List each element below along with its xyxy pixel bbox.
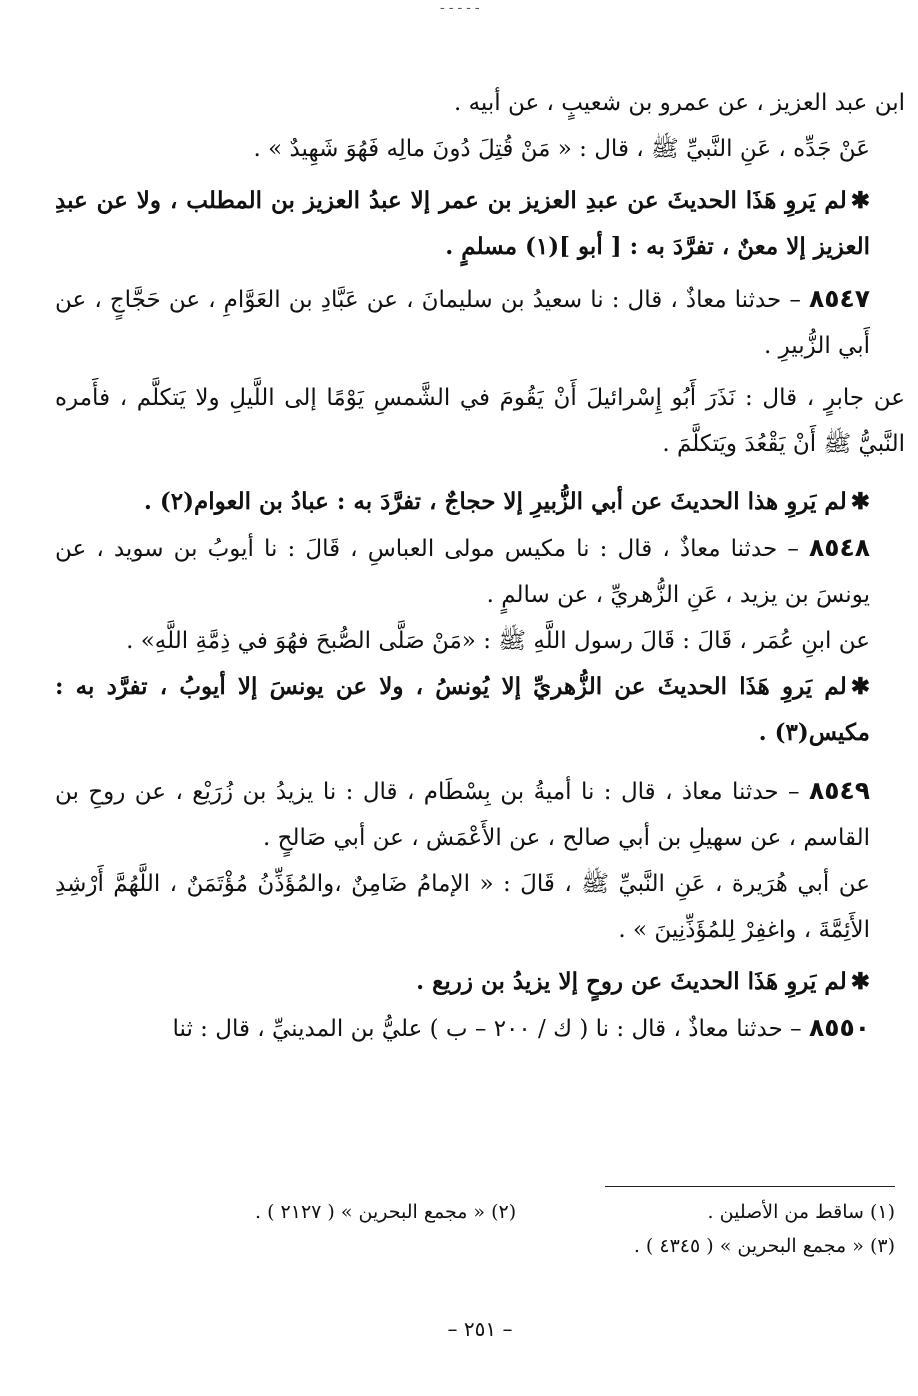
hadith-text: عن أبي هُرَيرة ، عَنِ النَّبيِّ ﷺ ، قَالَ : « الإمامُ ضَامِنٌ ،والمُؤَذِّنُ مُؤْتَمَنٌ ، اللَّهُمَّ أَرْشِدِ الأَئِمَّةَ ، واغفِرْ لِلمُؤَذِّنِينَ » . bbox=[55, 871, 870, 943]
chain-text: – حدثنا معاذٌ ، قال : نا سعيدُ بن سليمانَ ، عن عَبَّادِ بن العَوَّامِ ، عن حَجَّاجٍ ، عن أَبي الزُّبيرِ . bbox=[55, 287, 870, 359]
footnote-2: (٢) « مجمع البحرين » ( ٢١٢٧ ) . bbox=[255, 1201, 517, 1223]
narration-note bbox=[55, 479, 905, 525]
book-page bbox=[55, 80, 905, 1380]
hadith-chain bbox=[55, 1005, 905, 1052]
footnote-divider bbox=[605, 1186, 895, 1187]
chain-text: – حدثنا معاذ ، قال : نا أميةُ بن بِسْطَام ، قال : نا يزيدُ بن زُرَيْع ، عن روحِ بن القاسم ، عن سهيلِ بن أبي صالح ، عن الأَعْمَش ، عن أبي صَالحٍ . bbox=[55, 779, 870, 851]
footnote-3: (٣) « مجمع البحرين » ( ٤٣٤٥ ) . bbox=[633, 1235, 895, 1257]
star-icon: ✱ bbox=[850, 673, 870, 700]
star-icon: ✱ bbox=[850, 968, 870, 995]
note-text: لم يَروِ هَذَا الحديثَ عن روحٍ إلا يزيدُ بن زريع . bbox=[416, 968, 847, 995]
footnote-row bbox=[55, 1195, 895, 1229]
hadith-chain bbox=[55, 768, 905, 861]
footnote-1: (١) ساقط من الأصلين . bbox=[707, 1201, 895, 1223]
hadith-number: ٨٥٤٧ bbox=[808, 284, 870, 313]
hadith-number: ٨٥٤٩ bbox=[808, 776, 871, 805]
hadith-chain bbox=[55, 276, 905, 369]
note-text: لم يَروِ هَذَا الحديثَ عن الزُّهريِّ إلا يُونسُ ، ولا عن يونسَ إلا أيوبُ ، تفرَّد به : مكيس(٣) . bbox=[55, 673, 870, 746]
top-marks: ----- bbox=[440, 0, 484, 16]
footnote-row bbox=[55, 1229, 895, 1263]
note-text: لم يَروِ هَذَا الحديثَ عن عبدِ العزيز بن عمر إلا عبدُ العزيز بن المطلب ، ولا عن عبدِ العزيز إلا معنٌ ، تفرَّدَ به : [ أبو ](١) مسلمٍ . bbox=[55, 187, 870, 260]
hadith-text: عن جابرٍ ، قال : نَذَرَ أَبُو إِسْرائيلَ أَنْ يَقُومَ في الشَّمسِ يَوْمًا إلى اللَّيلِ ولا يَتكلَّم ، فأَمره النَّبيُّ ﷺ أَنْ يَقْعُدَ ويَتكلَّمَ . bbox=[55, 385, 905, 457]
page-number: – ٢٥١ – bbox=[447, 1317, 513, 1341]
narration-note bbox=[55, 178, 905, 270]
chain-text: – حدثنا معاذٌ ، قال : نا مكيس مولى العباسِ ، قَالَ : نا أيوبُ بن سويد ، عن يونسَ بن يزيد ، عَنِ الزُّهريِّ ، عن سالمٍ . bbox=[55, 536, 870, 608]
hadith-chain bbox=[55, 525, 905, 618]
hadith-text: عن ابنِ عُمَر ، قَالَ : قَالَ رسول اللَّهِ ﷺ : «مَنْ صَلَّى الصُّبحَ فهُوَ في ذِمَّةِ اللَّهِ» . bbox=[126, 628, 870, 654]
hadith-number: ٨٥٤٨ bbox=[808, 533, 871, 562]
narration-note bbox=[55, 959, 905, 1005]
chain-text: – حدثنا معاذٌ ، قال : نا ( ك / ٢٠٠ – ب ) عليُّ بن المدينيِّ ، قال : ثنا bbox=[172, 1016, 802, 1042]
hadith-text: عَنْ جَدِّه ، عَنِ النَّبيِّ ﷺ ، قال : « مَنْ قُتِلَ دُونَ مالِه فَهُوَ شَهِيدٌ » . bbox=[253, 136, 870, 162]
footnotes bbox=[55, 1195, 895, 1263]
note-text: لم يَروِ هذا الحديثَ عن أبي الزُّبيرِ إلا حجاجٌ ، تفرَّدَ به : عبادُ بن العوام(٢) . bbox=[143, 488, 847, 515]
narration-note bbox=[55, 664, 905, 756]
star-icon: ✱ bbox=[850, 187, 870, 214]
hadith-number: ٨٥٥٠ bbox=[808, 1013, 870, 1042]
star-icon: ✱ bbox=[850, 488, 870, 515]
text-line: ابن عبد العزيز ، عن عمرو بن شعيبٍ ، عن أبيه . bbox=[453, 90, 905, 116]
